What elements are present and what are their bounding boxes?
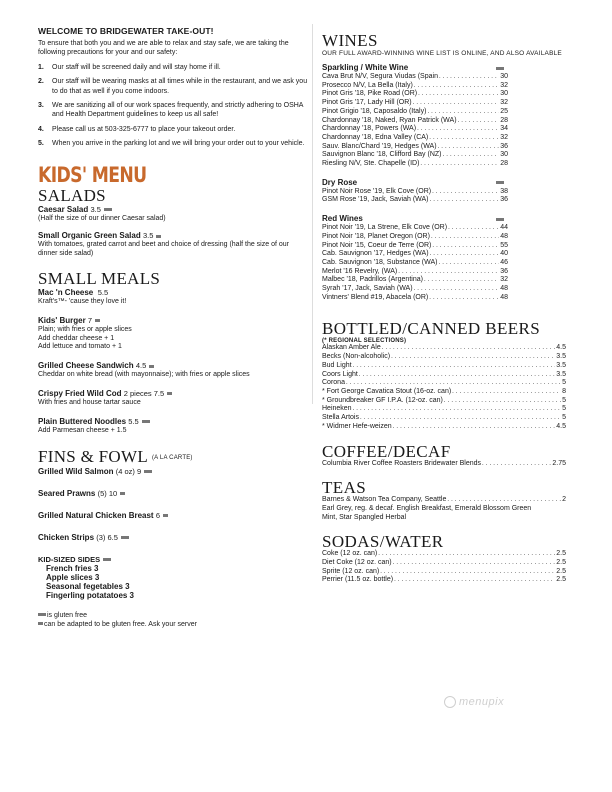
wine-group-head [322,63,508,73]
item-name: Mac 'n Cheese [38,288,94,298]
coffee-name: Columbia River Coffee Roasters Bridewater Blends [322,459,481,467]
sides-label: KID-SIZED SIDES [38,554,101,564]
beer-name: Stella Artois [322,414,359,422]
beers-title: BOTTLED/CANNED BEERS [322,319,541,339]
menu-item [38,288,310,307]
item-price: (5) 10 [97,488,118,498]
welcome-title: WELCOME TO BRIDGEWATER TAKE-OUT! [38,26,214,36]
beer-name: * Fort George Cavatica Stout (16-oz. can) [322,387,452,395]
wine-group-name: Dry Rose [322,177,358,187]
wine-row [322,242,508,251]
beer-row [322,362,566,371]
beer-name: Corona [322,379,345,387]
wine-name: Cab. Sauvignon '18, Substance (WA) [322,258,438,266]
wine-price: 38 [500,187,508,195]
beer-price: 3.5 [556,370,566,378]
soda-name: Perrier (11.5 oz. bottle) [322,576,394,584]
teas-title: TEAS [322,478,367,498]
soda-price: 2.5 [556,576,566,584]
wine-row [322,125,508,134]
gluten-adaptable-icon [95,319,100,322]
wines-title: WINES [322,31,378,50]
item-price: 3.5 [90,204,101,214]
item-price: 2 pieces 7.5 [123,389,165,399]
item-price: 4.5 [135,361,147,371]
wine-name: Prosecco N/V, La Bella (Italy) [322,81,413,89]
wine-group-name: Sparkling / White Wine [322,63,409,72]
soda-price: 2.5 [556,559,566,567]
legend-gf: is gluten free [47,611,88,619]
wine-name: Pinot Noir Rose '19, Elk Cove (OR) [322,187,432,195]
precaution-item [38,77,310,96]
item-name: Seared Prawns [38,488,96,498]
beer-price: 3.5 [556,353,566,361]
soda-list [322,550,566,585]
menu-item [38,361,310,380]
tea-price: 2 [562,496,566,504]
wine-price: 48 [500,285,508,293]
step-number: 4. [38,125,44,133]
step-number: 3. [38,102,44,110]
beer-row [322,388,566,397]
wine-row [322,82,508,91]
wine-price: 36 [500,267,508,275]
wine-price: 30 [500,73,508,80]
menu-item [38,417,310,436]
wine-name: Syrah '17, Jack, Saviah (WA) [322,285,413,293]
wine-price: 25 [500,107,508,115]
gluten-adaptable-icon [163,514,168,517]
wine-price: 48 [500,232,508,240]
beer-name: Coors Light [322,370,358,378]
left-column [38,26,310,629]
gluten-free-icon [38,613,46,616]
wine-row [322,233,508,242]
kid-sides [38,555,310,601]
fins-fowl-title [38,448,310,467]
soda-name: Diet Coke (12 oz. can) [322,559,392,567]
wine-row [322,188,508,197]
step-text: When you arrive in the parking lot and we will bring your order out to your vehicle. [52,140,305,148]
wine-name: Cava Brut N/V, Segura Viudas (Spain [322,73,438,80]
item-name: Kids' Burger [38,315,86,325]
wine-price: 44 [500,224,508,232]
coffee-title: COFFEE/DECAF [322,441,451,461]
item-price: 7 [87,315,93,325]
gluten-free-icon [496,218,504,221]
side-item: Fingerling potatatoes 3 [46,591,135,601]
soda-price: 2.5 [556,550,566,558]
beer-list [322,344,566,431]
beer-name: * Widmer Hefe-weizen [322,422,392,430]
item-desc: With fries and house tartar sauce [38,399,141,407]
small-meals-title: SMALL MEALS [38,269,161,289]
menu-item [38,489,310,499]
wine-name: Sauv. Blanc/Chard '19, Hedges (WA) [322,142,437,150]
gluten-free-icon [496,67,504,70]
wine-price: 32 [500,99,508,107]
wine-name: Pinot Gris '17, Lady Hill (OR) [322,99,412,107]
soda-row [322,559,566,568]
precaution-list [38,63,310,149]
gluten-adaptable-icon [38,622,43,625]
wine-name: Pinot Noir '18, Planet Oregon (OR) [322,232,430,240]
gluten-legend [38,611,310,629]
wine-price: 36 [500,142,508,150]
item-price: 6 [155,510,160,520]
soda-row [322,576,566,585]
beer-name: Heineken [322,405,352,413]
wine-name: GSM Rose '19, Jack, Saviah (WA) [322,196,429,204]
wine-price: 28 [500,116,508,124]
step-text: Our staff will be screened daily and will stay home if ill. [52,63,221,71]
beer-price: 4.5 [556,422,566,430]
wine-price: 30 [500,90,508,98]
coffee-price: 2.75 [552,459,566,467]
wine-row [322,117,508,126]
beer-price: 3.5 [556,361,566,369]
right-column [322,32,572,585]
wine-name: Riesling N/V, Ste. Chapelle (ID) [322,160,420,168]
beer-price: 4.5 [556,344,566,352]
wine-group-head [322,178,508,188]
wine-name: Merlot '16 Revelry, (WA) [322,267,398,275]
kids-menu-title: KIDS' MENU [38,162,147,187]
tea-name: Barnes & Watson Tea Company, Seattle [322,496,447,504]
sodas-section [322,533,572,585]
item-name: Grilled Wild Salmon [38,466,114,476]
beer-name: Alaskan Amber Ale [322,344,381,352]
fins-fowl-label: FINS & FOWL [38,446,148,466]
beer-name: Becks (Non-alcoholic) [322,353,391,361]
beer-price: 8 [562,387,566,395]
item-name: Plain Buttered Noodles [38,416,127,426]
legend-gfa: can be adapted to be gluten free. Ask your server [44,620,197,628]
alacarte-note: (A LA CARTE) [151,454,193,461]
step-text: Please call us at 503-325-6777 to place your takeout order. [52,125,236,133]
step-text: We are sanitizing all of our work spaces frequently, and strictly adhering to OSHA and Health Department guidelines to keep us all safe! [52,102,304,119]
item-name: Chicken Strips [38,532,95,542]
beer-price: 5 [562,396,566,404]
beer-price: 5 [562,379,566,387]
wine-row [322,285,508,294]
gluten-free-icon [144,470,152,473]
beer-price: 5 [562,405,566,413]
item-desc: Cheddar on white bread (with mayonnaise); with fries or apple slices [38,371,250,379]
side-item: Apple slices 3 [46,572,100,582]
wine-name: Chardonnay '18, Powers (WA) [322,125,417,133]
wine-name: Sauvignon Blanc '18, Clifford Bay (NZ) [322,151,442,159]
precaution-item [38,63,310,72]
wine-name: Vintners' Blend #19, Abacela (OR) [322,293,429,301]
beers-note: (* REGIONAL SELECTIONS) [322,338,407,345]
menu-item [38,511,310,521]
wine-name: Malbec '18, Padrillos (Argentina) [322,276,423,284]
wine-price: 30 [500,151,508,159]
wine-row [322,151,508,160]
side-item: Seasonal fegetables 3 [46,582,130,592]
step-number: 2. [38,78,44,86]
wine-list-red [322,224,508,302]
wine-row [322,160,508,169]
menu-item [38,389,310,408]
wine-row [322,224,508,233]
gluten-adaptable-icon [120,492,125,495]
wine-name: Cab. Sauvignon '17, Hedges (WA) [322,250,429,258]
item-price: (4 oz) 9 [115,466,142,476]
wine-name: Pinot Grigio '18, Caposaldo (Italy) [322,107,427,115]
wine-row [322,294,508,303]
wines-subtitle: OUR FULL AWARD-WINNING WINE LIST IS ONLINE, AND ALSO AVAILABLE [322,50,562,57]
wine-name: Pinot Gris '18, Pike Road (OR) [322,90,418,98]
menu-item [38,231,310,259]
wine-row [322,73,508,82]
item-desc: (Half the size of our dinner Caesar salad) [38,214,166,222]
wine-name: Pinot Noir '15, Coeur de Terre (OR) [322,241,432,249]
item-name: Crispy Fried Wild Cod [38,389,122,399]
gluten-free-icon [496,181,504,184]
wine-price: 28 [500,160,508,168]
menu-item [38,533,310,543]
wine-list-rose [322,188,508,205]
item-desc: With tomatoes, grated carrot and beet and choice of dressing (half the size of our dinner side salad) [38,241,289,258]
item-desc: Add Parmesan cheese + 1.5 [38,426,127,434]
wine-name: Chardonnay '18, Naked, Ryan Patrick (WA) [322,116,457,124]
step-text: Our staff will be wearing masks at all times while in the restaurant, and we ask you to do that as well if you come indoors. [52,78,308,95]
wine-row [322,143,508,152]
coffee-row [322,460,566,469]
item-price: 5.5 [128,416,139,426]
beer-row [322,344,566,353]
gluten-adaptable-icon [156,235,161,238]
beer-row [322,371,566,380]
item-name: Caesar Salad [38,204,89,214]
item-name: Small Organic Green Salad [38,231,141,241]
menu-item [38,316,310,352]
tea-row [322,496,566,505]
beer-price: 5 [562,414,566,422]
sodas-title: SODAS/WATER [322,532,444,552]
beer-name: * Groundbreaker GF I.P.A. (12-oz. can) [322,396,443,404]
wine-row [322,196,508,205]
wine-row [322,134,508,143]
step-number: 5. [38,140,44,148]
gluten-adaptable-icon [167,392,172,395]
gluten-free-icon [121,536,129,539]
welcome-intro: To ensure that both you and we are able to relax and stay safe, we are taking the following precautions for your and our safety: [38,40,289,57]
wine-price: 48 [500,293,508,301]
soda-price: 2.5 [556,567,566,575]
beer-row [322,379,566,388]
gluten-free-icon [142,420,150,423]
gluten-free-icon [104,208,112,211]
item-price: 5.5 [97,288,109,298]
side-item: French fries 3 [46,563,99,573]
item-name: Grilled Cheese Sandwich [38,361,134,371]
step-number: 1. [38,63,44,71]
beer-row [322,414,566,423]
gluten-free-icon [103,558,111,561]
wine-group-name: Red Wines [322,214,363,224]
soda-row [322,550,566,559]
wine-price: 46 [500,258,508,266]
wine-row [322,259,508,268]
soda-name: Coke (12 oz. can) [322,550,378,558]
wine-price: 55 [500,241,508,249]
wine-row [322,250,508,259]
watermark [444,696,504,708]
wine-row [322,276,508,285]
gluten-adaptable-icon [149,365,154,368]
precaution-item [38,125,310,134]
beers-section [322,320,572,431]
beer-row [322,423,566,432]
wine-row [322,268,508,277]
wine-name: Chardonnay '18, Edna Valley (CA) [322,133,429,141]
teas-section [322,479,572,522]
wine-price: 40 [500,250,508,258]
menu-item [38,205,310,224]
item-price: (3) 6.5 [96,532,118,542]
beer-row [322,353,566,362]
column-divider [312,24,313,404]
wine-price: 36 [500,196,508,204]
item-name: Grilled Natural Chicken Breast [38,510,154,520]
wine-price: 32 [500,133,508,141]
item-desc: Plain; with fries or apple slices Add cheddar cheese + 1 Add lettuce and tomato + 1 [38,325,132,351]
salads-title: SALADS [38,185,106,205]
wine-row [322,90,508,99]
item-desc: Kraft's™- 'cause they love it! [38,298,127,306]
watermark-logo-icon [444,696,456,708]
wine-price: 32 [500,81,508,89]
wine-group-head [322,214,508,224]
wine-list-white [322,73,508,169]
soda-name: Sprite (12 oz. can) [322,567,380,575]
tea-varieties: Earl Grey, reg. & decaf. English Breakfast, Emerald Blossom Green [322,504,532,512]
wine-price: 34 [500,125,508,133]
item-price: 3.5 [142,231,154,241]
beer-row [322,397,566,406]
wine-price: 32 [500,276,508,284]
tea-varieties: Mint, Star Spangled Herbal [322,513,407,521]
wine-name: Pinot Noir '19, La Strene, Elk Cove (OR) [322,224,448,232]
beer-name: Bud Light [322,361,352,369]
beer-row [322,405,566,414]
soda-row [322,568,566,577]
menu-item [38,467,310,477]
wine-row [322,99,508,108]
precaution-item [38,139,310,148]
precaution-item [38,101,310,120]
wine-row [322,108,508,117]
watermark-text: menupix [459,696,505,708]
coffee-section [322,443,572,469]
